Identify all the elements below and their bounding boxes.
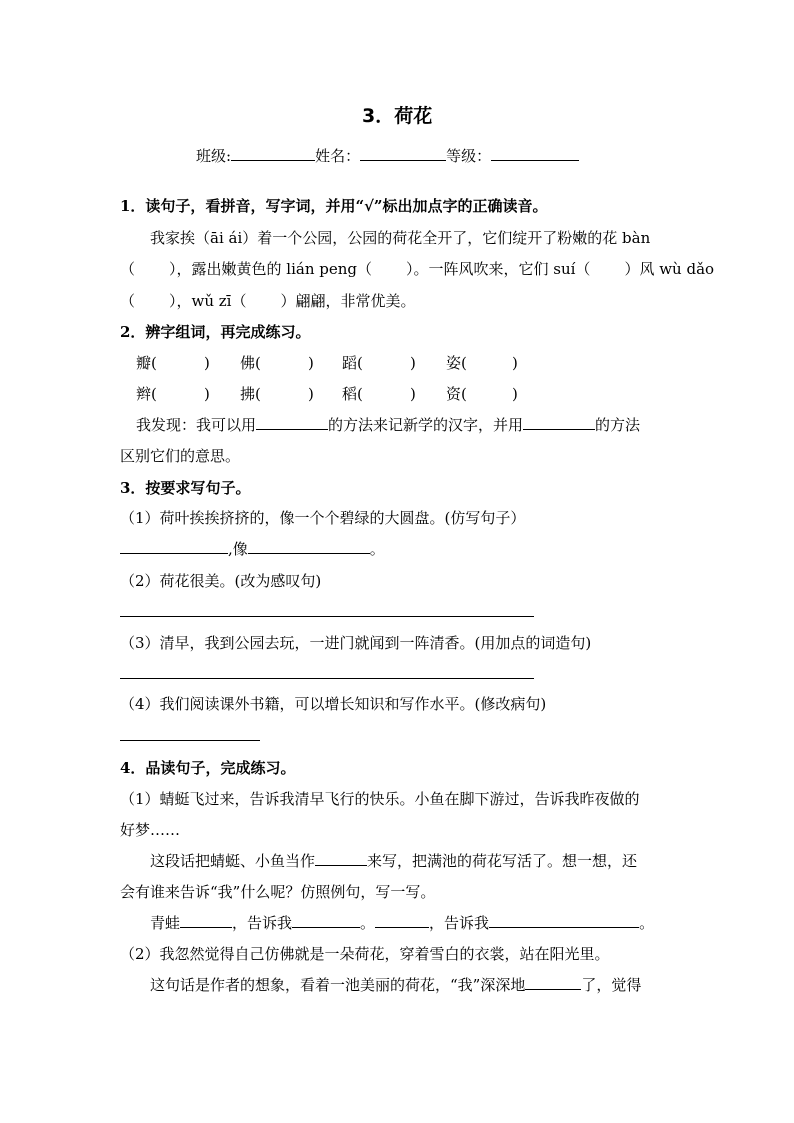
paren-open: （ — [120, 292, 136, 310]
q1-text: ）翩翩，非常优美。 — [280, 292, 416, 310]
q1-text: ），wǔ zī（ — [169, 292, 247, 310]
name-label: 姓名： — [315, 147, 361, 165]
q2-heading: 2．辨字组词，再完成练习。 — [120, 323, 311, 341]
q1-heading: 1．读句子，看拼音，写字词，并用“√”标出加点字的正确读音。 — [120, 197, 548, 215]
q2-row-2-close-2: ) — [308, 385, 314, 403]
class-blank[interactable] — [231, 146, 315, 161]
q2-finding-line-2: 区别它们的意思。 — [120, 447, 241, 465]
answer-blank[interactable] — [525, 975, 581, 990]
q2-row-2-close-4: ) — [512, 385, 518, 403]
answer-blank[interactable] — [180, 913, 232, 928]
answer-blank[interactable] — [256, 415, 328, 430]
class-label: 班级: — [196, 147, 232, 165]
answer-blank[interactable] — [523, 415, 595, 430]
q2-row-1-close-3: ) — [410, 354, 416, 372]
q2-row-1-word-3: 蹈( — [342, 354, 363, 372]
name-blank[interactable] — [360, 146, 446, 161]
q3-item-1: （1）荷叶挨挨挤挤的，像一个个碧绿的大圆盘。(仿写句子） — [120, 509, 526, 527]
q2-row-1-word-4: 姿( — [446, 354, 467, 372]
q4-passage-1-cont: 好梦…… — [120, 821, 181, 839]
q2-row-1-word-2: 佛( — [240, 354, 261, 372]
answer-blank[interactable] — [315, 851, 367, 866]
q1-text: ）风 wù dǎo — [624, 260, 715, 278]
q2-row-2-close-1: ) — [204, 385, 210, 403]
q4-heading: 4．品读句子，完成练习。 — [120, 759, 296, 777]
answer-blank[interactable] — [375, 913, 429, 928]
q2-row-1-close-2: ) — [308, 354, 314, 372]
q1-line-3 — [120, 291, 416, 311]
answer-blank[interactable] — [292, 913, 360, 928]
q4-question-line-2: 会有谁来告诉“我”什么呢？仿照例句，写一写。 — [120, 883, 436, 901]
q2-row-1-close-1: ) — [204, 354, 210, 372]
q2-row-2-word-4: 资( — [446, 385, 467, 403]
q3-item-2: （2）荷花很美。(改为感叹句) — [120, 572, 322, 590]
answer-line[interactable] — [120, 740, 260, 741]
grade-label: 等级： — [446, 147, 492, 165]
q4-question-line-3: 这句话是作者的想象，看着一池美丽的荷花，“我”深深地 了，觉得 — [150, 976, 642, 994]
grade-blank[interactable] — [491, 146, 579, 161]
q2-row-1-word-1: 瓣( — [136, 354, 157, 372]
q2-row-2-word-2: 拂( — [240, 385, 261, 403]
q1-text: ），露出嫩黄色的 lián peng（ — [169, 260, 372, 278]
q1-text: ）。一阵风吹来，它们 suí（ — [406, 260, 591, 278]
answer-blank[interactable] — [120, 539, 228, 554]
q3-item-4: （4）我们阅读课外书籍，可以增长知识和写作水平。(修改病句) — [120, 695, 547, 713]
student-info-line — [196, 146, 579, 166]
q3-heading: 3．按要求写句子。 — [120, 479, 251, 497]
q4-passage-1: （1）蜻蜓飞过来，告诉我清早飞行的快乐。小鱼在脚下游过，告诉我昨夜做的 — [120, 790, 640, 808]
q2-finding-line: 我发现：我可以用 的方法来记新学的汉字，并用 的方法 — [136, 416, 641, 434]
q2-row-2-close-3: ) — [410, 385, 416, 403]
q3-item-1-answer: ,像 。 — [120, 539, 385, 559]
q3-item-3: （3）清早，我到公园去玩，一进门就闻到一阵清香。(用加点的词造句) — [120, 634, 592, 652]
answer-blank[interactable] — [248, 539, 370, 554]
q1-line-2 — [120, 259, 714, 279]
q4-question-line-1: 这段话把蜻蜓、小鱼当作 来写，把满池的荷花写活了。想一想，还 — [150, 852, 638, 870]
q4-passage-2: （2）我忽然觉得自己仿佛就是一朵荷花，穿着雪白的衣裳，站在阳光里。 — [120, 945, 610, 963]
q2-row-2-word-1: 辫( — [136, 385, 157, 403]
paren-open: （ — [120, 260, 136, 278]
answer-blank[interactable] — [489, 913, 639, 928]
q4-imitation-line: 青蛙 ，告诉我 。 ，告诉我 。 — [150, 914, 655, 932]
q2-row-1-close-4: ) — [512, 354, 518, 372]
page-title: 3．荷花 — [362, 105, 433, 127]
q1-line-1: 我家挨（āi ái）着一个公园，公园的荷花全开了，它们绽开了粉嫩的花 bàn — [150, 229, 651, 247]
answer-line[interactable] — [120, 616, 534, 617]
answer-line[interactable] — [120, 678, 534, 679]
q2-row-2-word-3: 稻( — [342, 385, 363, 403]
